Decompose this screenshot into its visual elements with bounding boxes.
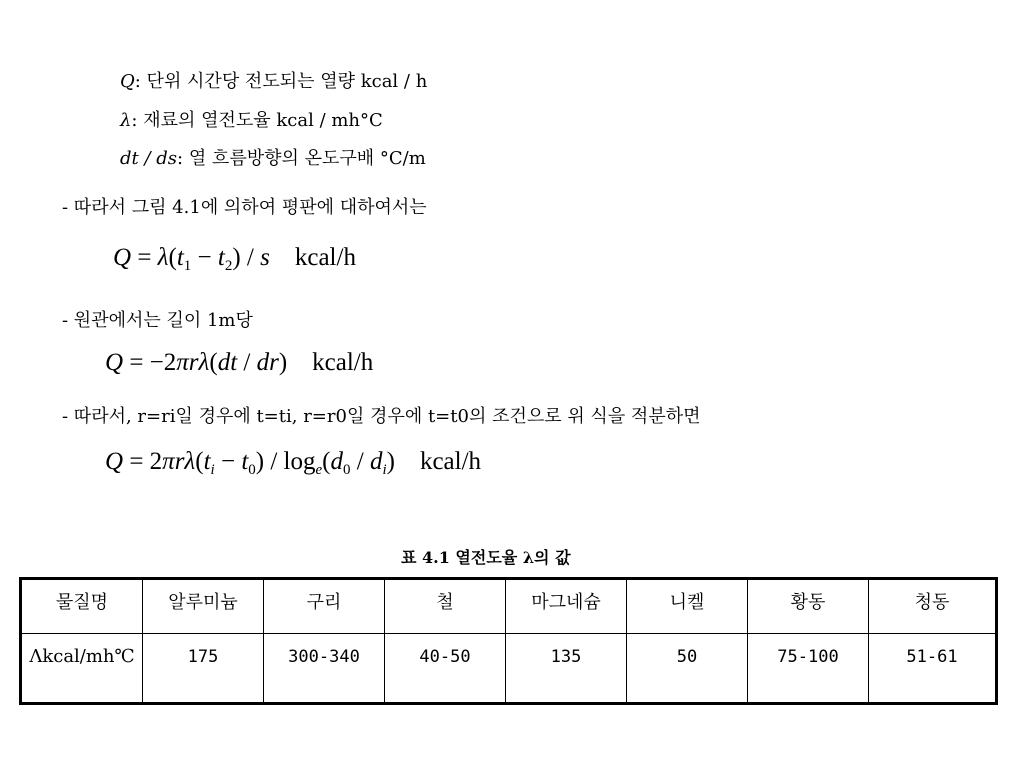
table-caption: 표 4.1 열전도율 λ의 값 [401,548,571,567]
symbol: λ [120,110,132,131]
equation-cylinder-differential: Q = −2πrλ(dt / dr) kcal/h [105,349,374,376]
value-aluminum: 175 [143,634,264,704]
definition-text: : 단위 시간당 전도되는 열량 kcal / h [134,71,428,92]
bullet-integrate: - 따라서, r=ri일 경우에 t=ti, r=r0일 경우에 t=t0의 조건으로 위 식을 적분하면 [62,406,701,427]
row-label: Λkcal/mh℃ [21,634,143,704]
header-copper: 구리 [264,579,385,634]
value-brass: 75-100 [748,634,869,704]
value-iron: 40-50 [385,634,506,704]
header-magnesium: 마그네슘 [506,579,627,634]
bullet-flat-plate: - 따라서 그림 4.1에 의하여 평판에 대하여서는 [62,197,427,218]
definition-text: : 열 흐름방향의 온도구배 °C/m [177,148,426,169]
value-magnesium: 135 [506,634,627,704]
definition-gradient [120,144,426,170]
table-row [21,634,997,704]
equation-flat-plate: $Q = \lambda(t_1 - t_2) / s$ kcal/h [113,244,356,274]
symbol: dt / ds [120,148,178,169]
definition-lambda [120,106,383,132]
header-nickel: 니켈 [627,579,748,634]
equation-unit: kcal/h [312,349,374,376]
symbol: Q [120,71,135,92]
equation-unit: kcal/h [294,244,356,271]
thermal-conductivity-table [19,577,998,705]
header-bronze: 청동 [869,579,997,634]
value-bronze: 51-61 [869,634,997,704]
header-brass: 황동 [748,579,869,634]
table-header-row [21,579,997,634]
value-nickel: 50 [627,634,748,704]
value-copper: 300-340 [264,634,385,704]
equation-cylinder-log: $Q = 2\pi r\lambda(t_i - t_0) / \log_e(d_0 / d_i)$ kcal/h [105,448,482,478]
definition-q [120,67,427,93]
definition-text: : 재료의 열전도율 kcal / mh°C [131,110,383,131]
header-material: 물질명 [21,579,143,634]
header-aluminum: 알루미늄 [143,579,264,634]
header-iron: 철 [385,579,506,634]
equation-unit: kcal/h [419,448,482,475]
bullet-cylinder: - 원관에서는 길이 1m당 [62,310,253,331]
